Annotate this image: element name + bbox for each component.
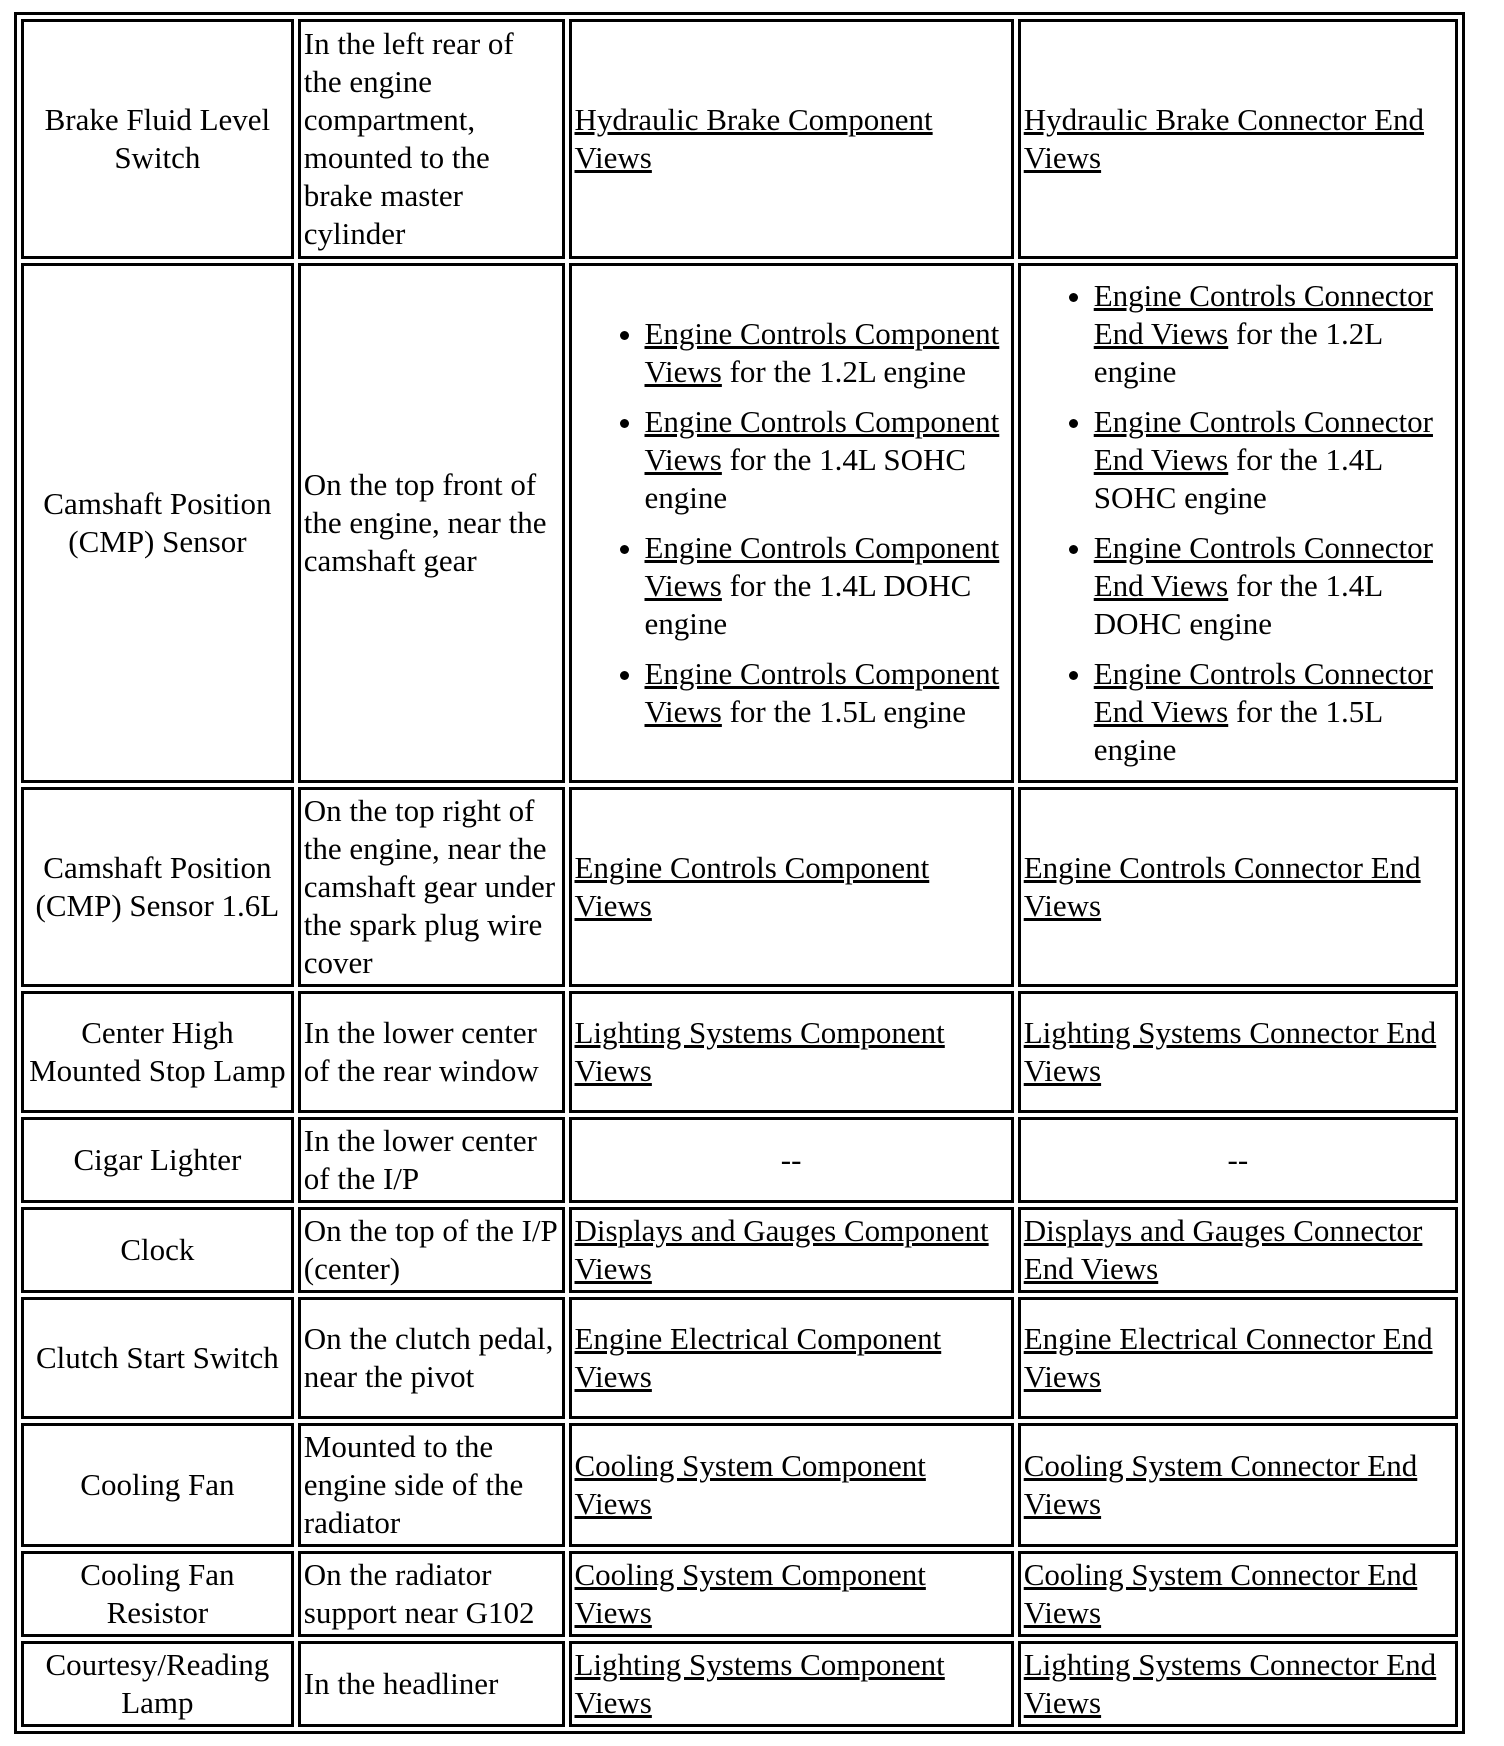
connector-view-cell [1018, 1423, 1458, 1547]
component-view-cell [569, 1117, 1014, 1203]
location-text: In the left rear of the engine compartment, mounted to the brake master cylinder [303, 26, 514, 251]
component-view-list [575, 315, 1008, 731]
list-item [1094, 655, 1452, 769]
connector-view-cell [1018, 1207, 1458, 1293]
component-view-link[interactable]: Displays and Gauges Component Views [574, 1213, 989, 1286]
list-item [645, 655, 1008, 731]
table-row [21, 263, 1458, 783]
table-row [21, 991, 1458, 1113]
list-item [645, 315, 1008, 391]
list-item-suffix: for the 1.5L engine [721, 694, 967, 729]
list-item [1094, 403, 1452, 517]
component-name: Brake Fluid Level Switch [44, 102, 271, 175]
connector-view-link[interactable]: Lighting Systems Connector End Views [1023, 1647, 1437, 1720]
component-name: Cigar Lighter [73, 1142, 242, 1177]
component-view-cell [569, 787, 1014, 987]
list-item [1094, 277, 1452, 391]
location-text: On the top right of the engine, near the camshaft gear under the spark plug wire cover [303, 793, 556, 980]
location-text: On the radiator support near G102 [303, 1557, 535, 1630]
component-view-link[interactable]: Engine Controls Component Views [644, 404, 1000, 477]
location-cell [298, 19, 565, 259]
list-item [645, 529, 1008, 643]
location-text: On the clutch pedal, near the pivot [303, 1321, 554, 1394]
location-cell [298, 1551, 565, 1637]
component-name-cell [21, 1423, 294, 1547]
component-view-cell [569, 1423, 1014, 1547]
component-view-cell [569, 1551, 1014, 1637]
location-cell [298, 991, 565, 1113]
component-name: Courtesy/Reading Lamp [45, 1647, 270, 1720]
component-view-link[interactable]: Engine Controls Component Views [644, 530, 1000, 603]
component-name: Camshaft Position (CMP) Sensor [43, 486, 272, 559]
list-item-suffix: for the 1.2L engine [1093, 316, 1383, 389]
connector-view-cell [1018, 1551, 1458, 1637]
table-row [21, 787, 1458, 987]
component-view-link[interactable]: Engine Controls Component Views [644, 656, 1000, 729]
connector-view-link[interactable]: Displays and Gauges Connector End Views [1023, 1213, 1423, 1286]
list-item-suffix: for the 1.5L engine [1093, 694, 1383, 767]
component-view-link[interactable]: Hydraulic Brake Component Views [574, 102, 933, 175]
location-cell [298, 1423, 565, 1547]
table-row [21, 1423, 1458, 1547]
component-view-cell [569, 263, 1014, 783]
location-cell [298, 1641, 565, 1727]
location-cell [298, 1207, 565, 1293]
component-locator-table [14, 12, 1465, 1734]
component-view-link[interactable]: Cooling System Component Views [574, 1557, 926, 1630]
component-view-cell [569, 991, 1014, 1113]
location-cell [298, 1117, 565, 1203]
connector-view-cell [1018, 1117, 1458, 1203]
component-view-link[interactable]: Lighting Systems Component Views [574, 1015, 945, 1088]
component-name-cell [21, 1297, 294, 1419]
component-view-cell [569, 19, 1014, 259]
connector-view-link[interactable]: Hydraulic Brake Connector End Views [1023, 102, 1425, 175]
connector-view-list [1024, 277, 1452, 769]
connector-view-link[interactable]: Lighting Systems Connector End Views [1023, 1015, 1437, 1088]
component-view-cell [569, 1641, 1014, 1727]
connector-view-cell [1018, 991, 1458, 1113]
component-name-cell [21, 19, 294, 259]
location-text: In the lower center of the rear window [303, 1015, 539, 1088]
list-item-suffix: for the 1.4L DOHC engine [1093, 568, 1383, 641]
component-name: Camshaft Position (CMP) Sensor 1.6L [35, 850, 280, 923]
component-name: Clutch Start Switch [35, 1340, 279, 1375]
location-cell [298, 1297, 565, 1419]
list-item [1094, 529, 1452, 643]
table-row [21, 19, 1458, 259]
empty-placeholder: -- [1227, 1142, 1249, 1177]
connector-view-link[interactable]: Engine Controls Connector End Views [1093, 278, 1433, 351]
empty-placeholder: -- [780, 1142, 802, 1177]
connector-view-cell [1018, 19, 1458, 259]
location-cell [298, 263, 565, 783]
component-view-link[interactable]: Engine Electrical Component Views [574, 1321, 942, 1394]
list-item [645, 403, 1008, 517]
table-row [21, 1641, 1458, 1727]
connector-view-cell [1018, 1641, 1458, 1727]
connector-view-link[interactable]: Engine Controls Connector End Views [1093, 656, 1433, 729]
component-name-cell [21, 787, 294, 987]
connector-view-link[interactable]: Engine Controls Connector End Views [1093, 404, 1433, 477]
component-name-cell [21, 1117, 294, 1203]
location-text: On the top of the I/P (center) [303, 1213, 557, 1286]
list-item-suffix: for the 1.2L engine [721, 354, 967, 389]
list-item-suffix: for the 1.4L SOHC engine [644, 442, 967, 515]
component-view-link[interactable]: Engine Controls Component Views [574, 850, 930, 923]
component-locator-table-wrapper [14, 12, 1465, 1734]
location-text: Mounted to the engine side of the radiator [303, 1429, 524, 1540]
component-view-link[interactable]: Engine Controls Component Views [644, 316, 1000, 389]
table-row [21, 1551, 1458, 1637]
connector-view-link[interactable]: Engine Controls Connector End Views [1093, 530, 1433, 603]
table-row [21, 1207, 1458, 1293]
component-name-cell [21, 263, 294, 783]
component-name: Cooling Fan Resistor [80, 1557, 235, 1630]
component-view-cell [569, 1297, 1014, 1419]
connector-view-cell [1018, 1297, 1458, 1419]
component-name: Clock [120, 1232, 195, 1267]
component-name-cell [21, 1641, 294, 1727]
table-row [21, 1297, 1458, 1419]
component-view-cell [569, 1207, 1014, 1293]
list-item-suffix: for the 1.4L DOHC engine [644, 568, 972, 641]
list-item-suffix: for the 1.4L SOHC engine [1093, 442, 1383, 515]
component-name-cell [21, 1551, 294, 1637]
connector-view-link[interactable]: Cooling System Connector End Views [1023, 1448, 1418, 1521]
location-cell [298, 787, 565, 987]
connector-view-cell [1018, 787, 1458, 987]
connector-view-link[interactable]: Cooling System Connector End Views [1023, 1557, 1418, 1630]
component-name: Center High Mounted Stop Lamp [29, 1015, 286, 1088]
component-view-link[interactable]: Lighting Systems Component Views [574, 1647, 945, 1720]
component-name-cell [21, 991, 294, 1113]
component-name-cell [21, 1207, 294, 1293]
component-name: Cooling Fan [80, 1467, 235, 1502]
connector-view-cell [1018, 263, 1458, 783]
location-text: In the lower center of the I/P [303, 1123, 538, 1196]
component-view-link[interactable]: Cooling System Component Views [574, 1448, 926, 1521]
connector-view-link[interactable]: Engine Controls Connector End Views [1023, 850, 1421, 923]
location-text: In the headliner [303, 1666, 499, 1701]
connector-view-link[interactable]: Engine Electrical Connector End Views [1023, 1321, 1433, 1394]
location-text: On the top front of the engine, near the camshaft gear [303, 467, 547, 578]
table-row [21, 1117, 1458, 1203]
